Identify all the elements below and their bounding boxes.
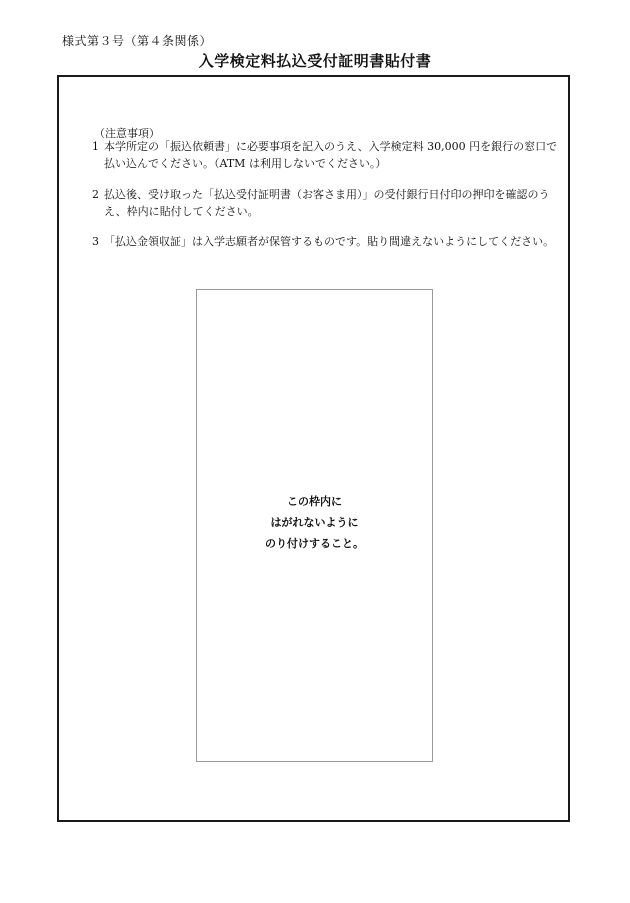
paste-instruction-line: この枠内に — [287, 495, 342, 508]
note-item — [92, 233, 562, 250]
form-number-label: 様式第３号（第４条関係） — [62, 34, 213, 48]
paste-instruction-line: はがれないように — [270, 516, 359, 529]
note-text: 「払込金領収証」は入学志願者が保管するものです。貼り間違えないようにしてください。 — [104, 235, 555, 248]
note-item — [92, 186, 562, 220]
note-text: 本学所定の「振込依頼書」に必要事項を記入のうえ、入学検定料 30,000 円を銀行の窓口で払い込んでください。（ATM は利用しないでください。） — [104, 140, 558, 170]
note-number: 2 — [92, 188, 99, 201]
note-text: 払込後、受け取った「払込受付証明書（お客さま用）」の受付銀行日付印の押印を確認のうえ、枠内に貼付してください。 — [104, 188, 550, 218]
paste-instruction — [196, 491, 433, 554]
note-item — [92, 138, 562, 172]
note-number: 3 — [92, 235, 99, 248]
note-number: 1 — [92, 140, 99, 153]
notes-heading: （注意事項） — [94, 127, 160, 140]
document-title: 入学検定料払込受付証明書貼付書 — [198, 52, 432, 70]
paste-instruction-line: のり付けすること。 — [265, 537, 364, 550]
